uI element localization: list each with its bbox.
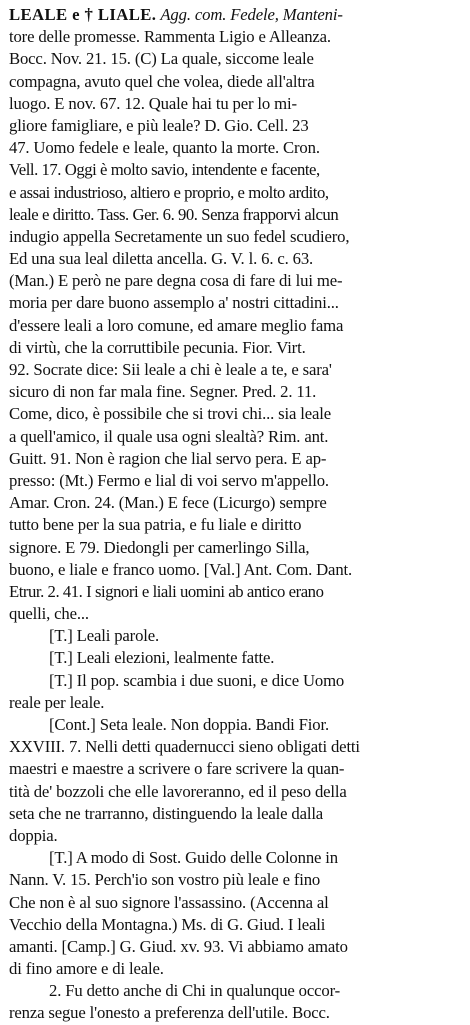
text-line: Ed una sua leal diletta ancella. G. V. l. 6. c. 63. [9,249,314,269]
text-line: [T.] A modo di Sost. Guido delle Colonne in [49,848,338,868]
text-line: [T.] Leali parole. [49,626,160,646]
text-line: doppia. [9,825,58,845]
text-line: Vell. 17. Oggi è molto savio, intendente e facente, [9,160,320,180]
text-line: [T.] Il pop. scambia i due suoni, e dice Uomo [49,670,345,690]
text-line: Vecchio della Montagna.) Ms. di G. Giud. I leali [9,914,326,934]
text-line: tità de' bozzoli che elle lavoreranno, ed il peso della [9,781,347,801]
text-line: Che non è al suo signore l'assassino. (Accenna al [9,892,329,912]
text-line: 2. Fu detto anche di Chi in qualunque occor- [49,981,341,1001]
text-line: compagna, avuto quel che volea, diede all'altra [9,71,315,91]
text-line: tutto bene per la sua patria, e fu liale e diritto [9,515,302,535]
text-line: quelli, che... [9,604,89,624]
dictionary-entry-leale [9,4,463,1025]
text-line: seta che ne trarranno, distinguendo la leale dalla [9,803,324,823]
text-line: sicuro di non far mala fine. Segner. Pred. 2. 11. [9,382,317,402]
text-line: indugio appella Secretamente un suo fedel scudiero, [9,226,350,246]
text-line: d'essere leali a loro comune, ed amare meglio fama [9,315,344,335]
text-line: buono, e liale e franco uomo. [Val.] Ant. Com. Dant. [9,559,353,579]
text-line: leale e diritto. Tass. Ger. 6. 90. Senza frapporvi alcun [9,204,339,224]
text-line: Etrur. 2. 41. I signori e liali uomini ab antico erano [9,581,324,601]
text-line: di virtù, che la corruttibile pecunia. Fior. Virt. [9,337,306,357]
text-line: (Man.) E però ne pare degna cosa di fare di lui me- [9,271,343,291]
text-line: Amar. Cron. 24. (Man.) E fece (Licurgo) sempre [9,493,327,513]
text-line: reale per leale. [9,692,105,712]
text-line: signore. E 79. Diedongli per camerlingo Silla, [9,537,310,557]
text-line: 92. Socrate dice: Sii leale a chi è leale a te, e sara' [9,360,332,379]
text-line: Come, dico, è possibile che si trovi chi... sia leale [9,404,332,424]
text-line: tore delle promesse. Rammenta Ligio e Alleanza. [9,27,331,47]
text-line: [T.] Leali elezioni, lealmente fatte. [49,648,275,668]
text-line: renza segue l'onesto a preferenza dell'utile. Bocc. [9,1003,330,1023]
text-line: di fino amore e di leale. [9,959,164,979]
text-line: Bocc. Nov. 21. 15. (C) La quale, siccome leale [9,49,314,69]
text-line: Guitt. 91. Non è ragion che lial servo pera. E ap- [9,448,327,468]
text-line: moria per dare buono assemplo a' nostri cittadini... [9,293,339,313]
text-line: a quell'amico, il quale usa ogni slealtà? Rim. ant. [9,426,329,446]
text-line: maestri e maestre a scrivere o fare scrivere la quan- [9,759,345,779]
text-line: XXVIII. 7. Nelli detti quadernucci sieno obligati detti [9,737,360,757]
text-line: [Cont.] Seta leale. Non doppia. Bandi Fior. [49,715,329,734]
headword: LEALE e † LIALE. [9,5,157,24]
text-line: 47. Uomo fedele e leale, quanto la morte. Cron. [9,138,320,158]
text-line: presso: (Mt.) Fermo e lial di voi servo m'appello. [9,470,329,490]
text-line: Nann. V. 15. Perch'io son vostro più leale e fino [9,870,321,890]
text-line: gliore famigliare, e più leale? D. Gio. Cell. 23 [9,115,309,135]
text-line: LEALE e † LIALE. Agg. com. Fedele, Manteni- [9,5,343,24]
text-line: luogo. E nov. 67. 12. Quale hai tu per lo mi- [9,93,297,113]
text-line: e assai industrioso, altiero e proprio, e molto ardito, [9,182,329,202]
text-line: amanti. [Camp.] G. Giud. xv. 93. Vi abbiamo amato [9,936,348,956]
